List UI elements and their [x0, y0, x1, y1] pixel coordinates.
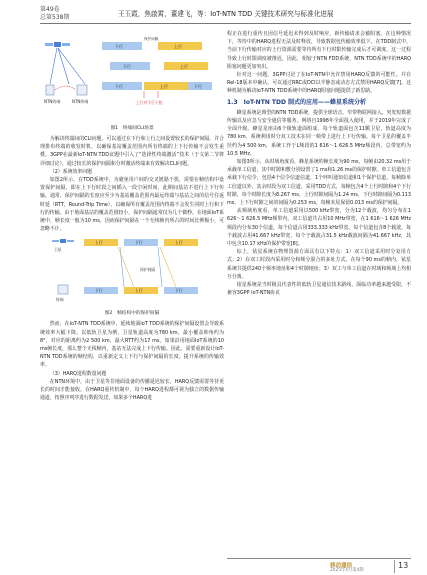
- row3-downlink-2-label: 下行: [194, 84, 202, 89]
- figure-2-caption: 图2 帧结构中的保护间隔: [104, 311, 160, 317]
- ue-left-label: NTN终端: [44, 99, 61, 104]
- journal-issue: 2025年4月第4期: [330, 568, 364, 573]
- ue-left-icon: [46, 85, 54, 95]
- bottom-downlink-label: 下行: [95, 288, 103, 294]
- right-paragraph-1: 程正在进行重传且因信号延迟未得到及时响应，新传输请求会被阻塞。在这种情况下，等待中的HARQ进程无法及时释放，导致数据包传输效率低下。在TDD制式中，当前下行传输对应的上行资源需要等待所有下行时限传输完成后才可调度，这一过程导致上行时限调度被推迟，因此，相较于NTN FDD系统，NTN TDD系统中的HARQ阻塞问题更加突出。: [227, 31, 411, 70]
- ue-right-icon: [77, 85, 87, 95]
- page-number: 13: [398, 561, 409, 570]
- figure-1-diagram: [40, 32, 224, 124]
- satellite-icon: [45, 42, 70, 47]
- left-subheading-3: （3）HARQ进程数量问题: [49, 370, 107, 377]
- total-issue: 总第538期: [40, 14, 70, 21]
- bottom-downlink-2-label: 下行: [175, 288, 183, 294]
- bottom-uplink-label: 上行: [135, 288, 143, 294]
- row2-uplink-label: 上行: [180, 64, 188, 69]
- top-uplink-label: 上行: [95, 240, 103, 246]
- running-title: 王玉霞，焦啟霄，董建飞，等：IoT-NTN TDD 关键技术研究与标准化进展: [118, 10, 334, 18]
- journal-name: 移动通信: [330, 563, 353, 569]
- volume-number: 第49卷: [40, 6, 60, 13]
- gap-label: 保护间隔: [140, 267, 156, 273]
- right-paragraph-2: 针对这一问题，3GPP讨论了在IoT-NTN中允许禁用HARQ反馈的可能性。并在Rel-18版本中确认，可以通过RRC或DCI以半静态或动态方式禁用HARQ反馈[7]。这种机制为解决IoT-NTN TDD系统中的HARQ阻塞问题提供了新思路。: [227, 72, 411, 95]
- terminal-icon: [58, 285, 68, 294]
- footer-rule: [227, 558, 411, 559]
- left-subheading-2: （2）系统效率问题: [49, 168, 93, 175]
- header-rule: [40, 23, 411, 24]
- row3-downlink-label: 下行: [115, 84, 123, 89]
- row2-downlink-label: 下行: [123, 64, 131, 69]
- top-downlink-label: 下行: [135, 240, 143, 246]
- figure-2: [40, 235, 224, 317]
- ue-right-label: NTN终端: [72, 99, 89, 104]
- top-uplink-2-label: 上行: [175, 240, 183, 246]
- row1-gap-label: 保护间隔: [144, 37, 159, 41]
- left-paragraph-2: 如图2所示，在TDD系统中，为避免用户间的交叉链路干扰，需要在帧结构中设置保护间隔，即在上下行时段之间插入一段空闲时间，此期间基站不进行上下行传输。通常，保护间隔的长度应至少为基站覆盖范围内最远终端与基站之间的信号往返时延（RTT，Round-Trip Time），以确保所有覆盖范围内终端不会发生同时上行和下行的传输。由于地面基站的覆盖范围较小，保护间隔通常仅为几个微秒。在地面IoT系统中，帧长度一般为10 ms，因而保护间隔在一个无线帧内所占的时间比例极小，可忽略不计。: [40, 177, 224, 233]
- right-paragraph-3: 蜂星系统是典型的NTN TDD系统，提供全球语音、窄带物联网接入、突发短数据传输以及应急与安全通信等服务。网络自1998年全面投入使用，并于2019年完成了全面升级。蜂星星座由6个极轨道面组成，每个轨道面包含11颗卫星，轨道高度为780 km，系统利用时分双工技术在同一频带上进行上下行传输。每个卫星的覆盖半径约为4 500 km，系统工作于L频段的1 616～1 626.5 MHz频段内，总带宽约为10.5 MHz。: [227, 109, 411, 157]
- interference-label: 上行对下行干扰: [136, 100, 163, 105]
- left-paragraph-3: 然而，在IoT-NTN TDD系统中，延续地面IoT TDD系统的保护间隔设置会导致系统效率大幅下降。以低轨卫星为例，卫星轨道高度为780 km，最小覆盖仰角约为8°，对应的距离约为2 500 km，最大RTT约为17 ms。如果沿用地面IoT系统的10 ms帧长度，那么整个无线帧内，基站无法完成上下行传输。因此，需要重新设计IoT-NTN TDD系统的帧结构，以重新定义上下行与保护间隔的长度，提升系统的传输效率。: [40, 321, 224, 369]
- left-paragraph-4: 在NTN环境中，由于卫星等非地面设备的传播延迟较长，HARQ反馈需要等待更长的时间才能接收。在HARQ重传机制中，每个HARQ进程都可视为独立的数据传输通道，按照序列序进行数据发送。如果多个HARQ进: [40, 378, 224, 402]
- right-paragraph-5: 从频域角度看，单工信道采用以500 kHz带宽，分为12个载波，均匀分布在1 626～1 626.5 MHz频带内。双工信道共占用10 MHz带宽，在1 616～1 626 MHz频段内分布30个信道，每个信道占用333.333 kHz带宽。每个信道包含8个载波，每个载波占用41.667 kHz带宽，每个子载波占31.5 kHz载波间隔为41.667 kHz，其中包含10.17 kHz的保护带宽[8]。: [227, 208, 411, 248]
- right-paragraph-7: 铱星系统是当时极具代表性的低轨卫星通信技术路线，面临功率越来越受限，不兼容3GPP IoT-NTN协议: [227, 282, 411, 297]
- left-column: [40, 30, 224, 402]
- left-paragraph-1: 为解决终端间的CLI问题，可以通过在下行和上行之间设置较长的保护间隔，并合理排布终端的收发时机，以确保基站覆盖范围内所有终端的上下行传输不会发生重叠。3GPP在最新IoT-NTN TDD议题中引入了“选择性终端激活”技术（于文第二节将详细讨论），通过较长的保护间隔和分时激活终端来有效解决CLI问题。: [40, 136, 224, 167]
- terminal-label: 终端: [56, 297, 64, 303]
- section-heading: 1.3 IoT-NTN TDD 制式的应用——蜂星系统分析: [227, 98, 367, 106]
- row3-uplink-label: 上行: [160, 84, 168, 89]
- overlap-marker: [144, 91, 158, 98]
- right-paragraph-6: 综上，铱星系统在物理资源方面具有以下特点：1）双工信道采用时分复用方式；2）在双工时段内采用时分和频分混合的多址方式，在每个90 ms的帧内，铱星系统共提供240个频率地址和4个时隙地址；3）双工与单工信道在时域和频域上均相互分离。: [227, 249, 411, 280]
- figure-1: [40, 32, 224, 132]
- interference-arrow: [55, 86, 76, 90]
- footer-divider: [394, 560, 395, 573]
- figure-2-diagram: [40, 235, 224, 309]
- satellite-icon: [52, 239, 74, 243]
- volume-info: [40, 6, 69, 22]
- row1-uplink-label: 上行: [174, 44, 182, 49]
- row1-downlink-label: 下行: [115, 44, 123, 49]
- satellite-label: 卫星: [54, 247, 62, 253]
- figure-1-caption: 图1 终端间CLI场景: [110, 126, 154, 131]
- right-column: [227, 30, 411, 298]
- right-paragraph-4: 如图3所示，从时域角度看，蜂星系统的帧长度为90 ms，每帧由20.32 ms用于承载单工信道，其中时隙和敷分别设置了1 ms和1.26 ms的保护时隙。单工信道包含承载下行信令，包括4个信令信道信道，1个呼叫通知信道和1个保护信道。每帧除单工信道以外，其余时段为双工信道，采用TDD方式，每帧包含4个上行时隙和4个下行时隙，每个时隙长度为8.267 ms，上行时隙间隔为1.24 ms，下行时隙间隔为0.113 ms，上下行时隙之间的间隔为0.253 ms，每帧末尾保留0.013 ms的保护间隔。: [227, 159, 411, 207]
